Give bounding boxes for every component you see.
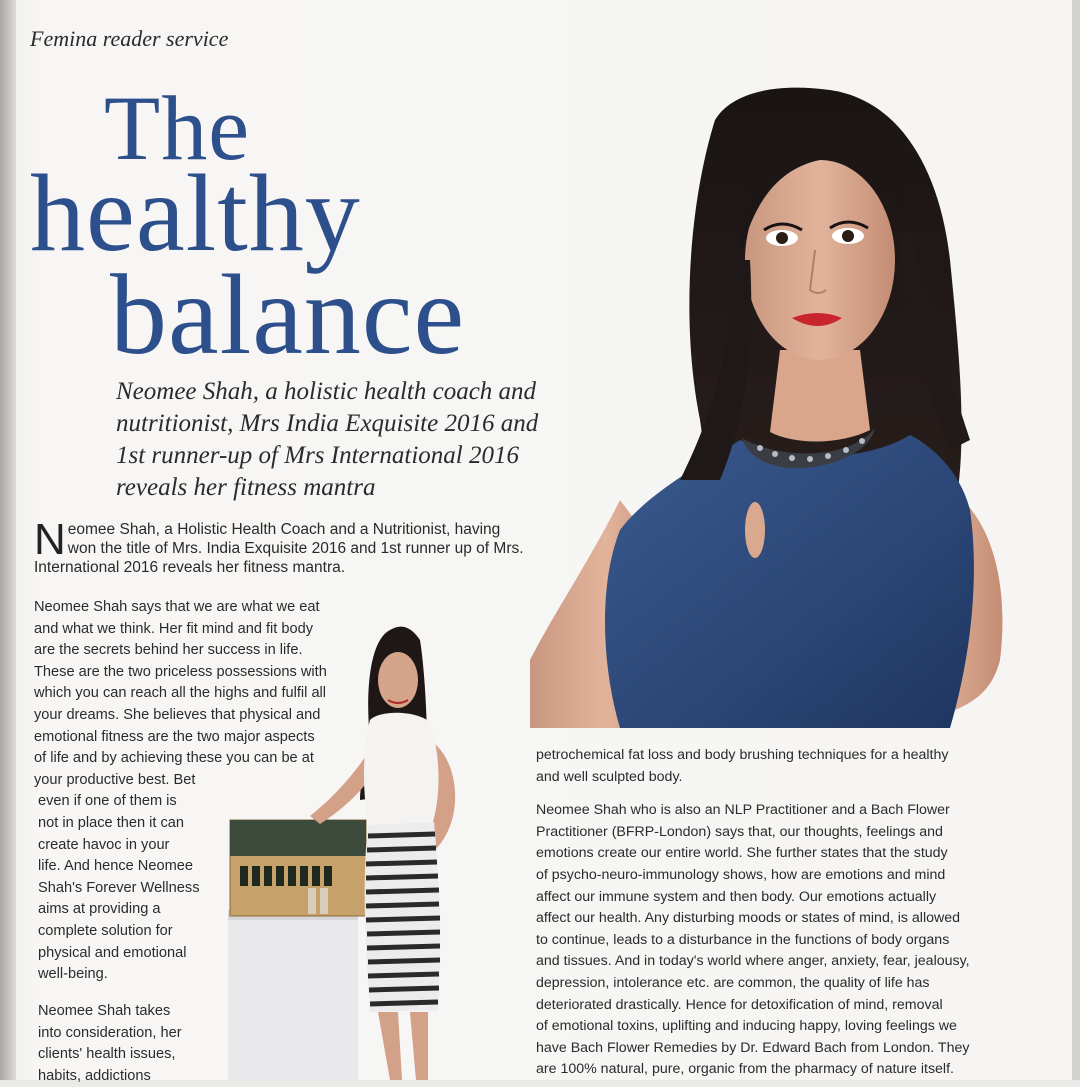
standfirst-line: Neomee Shah, a holistic health coach and [116,378,537,405]
body-line: of emotional toxins, uplifting and inducing happy, loving feelings we [536,1018,957,1035]
body-line: and tissues. And in today's world where anger, anxiety, fear, jealousy, [536,953,970,970]
body-line: affect our health. Any disturbing moods or states of mind, is allowed [536,910,961,927]
section-label: Femina reader service [30,26,229,51]
body-line: well-being. [38,966,108,983]
intro-line: International 2016 reveals her fitness mantra. [34,559,346,576]
body-line: Neomee Shah who is also an NLP Practitioner and a Bach Flower [536,802,950,819]
body-line: aims at providing a [38,901,161,918]
intro-line: eomee Shah, a Holistic Health Coach and a Nutritionist, having [67,521,501,538]
body-line: emotions create our entire world. She further states that the study [536,845,948,862]
body-line: physical and emotional [38,944,187,961]
body-line: Neomee Shah says that we are what we eat [34,599,320,615]
body-line: of life and by achieving these you can be at [34,750,314,767]
body-line: of psycho-neuro-immunology shows, how are emotions and mind [536,866,946,883]
body-line: your productive best. Bet [34,771,196,788]
standfirst-line: nutritionist, Mrs India Exquisite 2016 and [116,410,539,437]
body-line: Neomee Shah takes [38,1003,171,1019]
body-line: your dreams. She believes that physical and [34,706,321,723]
standfirst-line: 1st runner-up of Mrs International 2016 [116,442,519,469]
standing-figure-photo [220,610,520,1080]
body-line: emotional fitness are the two major aspects [34,728,315,745]
body-line: are the secrets behind her success in life. [34,642,303,659]
body-line: not in place then it can [38,814,185,831]
body-column-right [536,745,970,1081]
page-spine-shadow [0,0,16,1080]
drop-cap: N [34,515,66,564]
body-line: create havoc in your [38,836,170,853]
body-line: have Bach Flower Remedies by Dr. Edward Bach from London. They [536,1039,970,1056]
standfirst-line: reveals her fitness mantra [116,474,376,501]
body-line: depression, intolerance etc. are common, the quality of life has [536,974,930,991]
portrait-photo [530,60,1050,728]
body-line: and what we think. Her fit mind and fit body [34,620,314,637]
page-edge [1072,0,1080,1080]
body-line: deteriorated drastically. Hence for detoxification of mind, removal [536,996,943,1013]
body-line: Practitioner (BFRP-London) says that, our thoughts, feelings and [536,823,943,840]
body-line: complete solution for [38,922,173,939]
body-line: which you can reach all the highs and fulfil all [34,685,327,702]
body-column-left-continued [38,1001,182,1087]
body-line: even if one of them is [38,793,177,810]
body-line: into consideration, her [38,1024,182,1041]
body-line: are 100% natural, pure, organic from the pharmacy of nature itself. [536,1061,954,1078]
headline-line-2: healthy [30,152,361,274]
body-line: affect our immune system and then body. Our emotions actually [536,888,937,905]
body-line: to continue, leads to a disturbance in the functions of body organs [536,931,950,948]
intro-line: won the title of Mrs. India Exquisite 2016 and 1st runner up of Mrs. [67,540,524,557]
body-line: petrochemical fat loss and body brushing techniques for a healthy [536,747,949,763]
headline-line-3: balance [110,251,466,378]
body-line: These are the two priceless possessions with [34,663,327,680]
body-line: clients' health issues, [38,1046,176,1063]
headline-line-1: The [104,77,251,179]
body-line: and well sculpted body. [536,768,683,785]
body-line: Shah's Forever Wellness [38,879,200,896]
intro-paragraph [34,515,524,577]
body-line: habits, addictions [38,1067,151,1084]
paragraph-gap [536,788,970,800]
body-line: life. And hence Neomee [38,858,193,875]
